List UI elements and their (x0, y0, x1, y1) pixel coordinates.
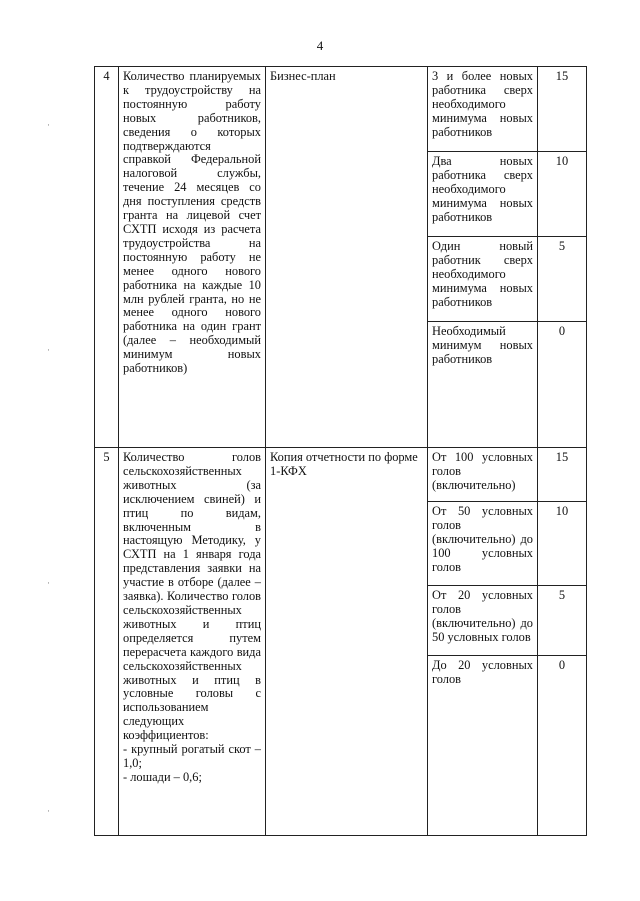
score-option-text: До 20 условных голов (428, 656, 538, 836)
scan-mark: · (47, 345, 50, 355)
coefficient-line: - крупный рогатый скот – 1,0; (123, 742, 261, 770)
score-points: 5 (538, 237, 587, 322)
score-option-text: От 20 условных голов (включительно) до 50 условных голов (428, 586, 538, 656)
score-option-text: Два новых работника сверх необходимого минимума новых работников (428, 152, 538, 237)
table-row (95, 67, 587, 152)
score-option-text: 3 и более новых работника сверх необходимого минимума новых работников (428, 67, 538, 152)
criteria-table (94, 66, 587, 836)
score-option-text: Необходимый минимум новых работников (428, 322, 538, 448)
score-points: 10 (538, 152, 587, 237)
row-number: 4 (95, 67, 119, 448)
table-row (95, 448, 587, 502)
row-number: 5 (95, 448, 119, 836)
score-points: 0 (538, 656, 587, 836)
score-points: 15 (538, 67, 587, 152)
score-option-text: От 50 условных голов (включительно) до 100 условных голов (428, 502, 538, 586)
source-document: Копия отчетности по форме 1-КФХ (266, 448, 428, 836)
score-points: 15 (538, 448, 587, 502)
score-points: 10 (538, 502, 587, 586)
criterion-text: Количество планируемых к трудоустройству на постоянную работу новых работников, сведения о которых подтверждаются справкой Федеральной налоговой службы, течение 24 месяцев со дня поступления средств гранта на лицевой счет СХТП исходя из расчета трудоустройства на постоянную работу не менее одного нового работника на каждые 10 млн рублей гранта, но не менее одного нового работника на один грант (далее – необходимый минимум новых работников) (119, 67, 266, 448)
score-option-text: Один новый работник сверх необходимого минимума новых работников (428, 237, 538, 322)
scan-mark: · (47, 120, 50, 130)
page-number: 4 (316, 38, 324, 53)
score-option-text: От 100 условных голов (включительно) (428, 448, 538, 502)
criterion-text (119, 448, 266, 836)
score-points: 0 (538, 322, 587, 448)
criterion-paragraph: Количество голов сельскохозяйственных животных (за исключением свиней) и птиц по видам, включенным в настоящую Методику, у СХТП на 1 января года представления заявки на участие в отборе (далее – заявка). Количество голов сельскохозяйственных животных и птиц определяется путем перерасчета каждого вида сельскохозяйственных животных и птиц в условные головы с использованием следующих коэффициентов: (123, 450, 261, 743)
coefficient-line: - лошади – 0,6; (123, 769, 202, 784)
source-document: Бизнес-план (266, 67, 428, 448)
scan-mark: · (47, 806, 50, 816)
score-points: 5 (538, 586, 587, 656)
scan-mark: · (47, 578, 50, 588)
